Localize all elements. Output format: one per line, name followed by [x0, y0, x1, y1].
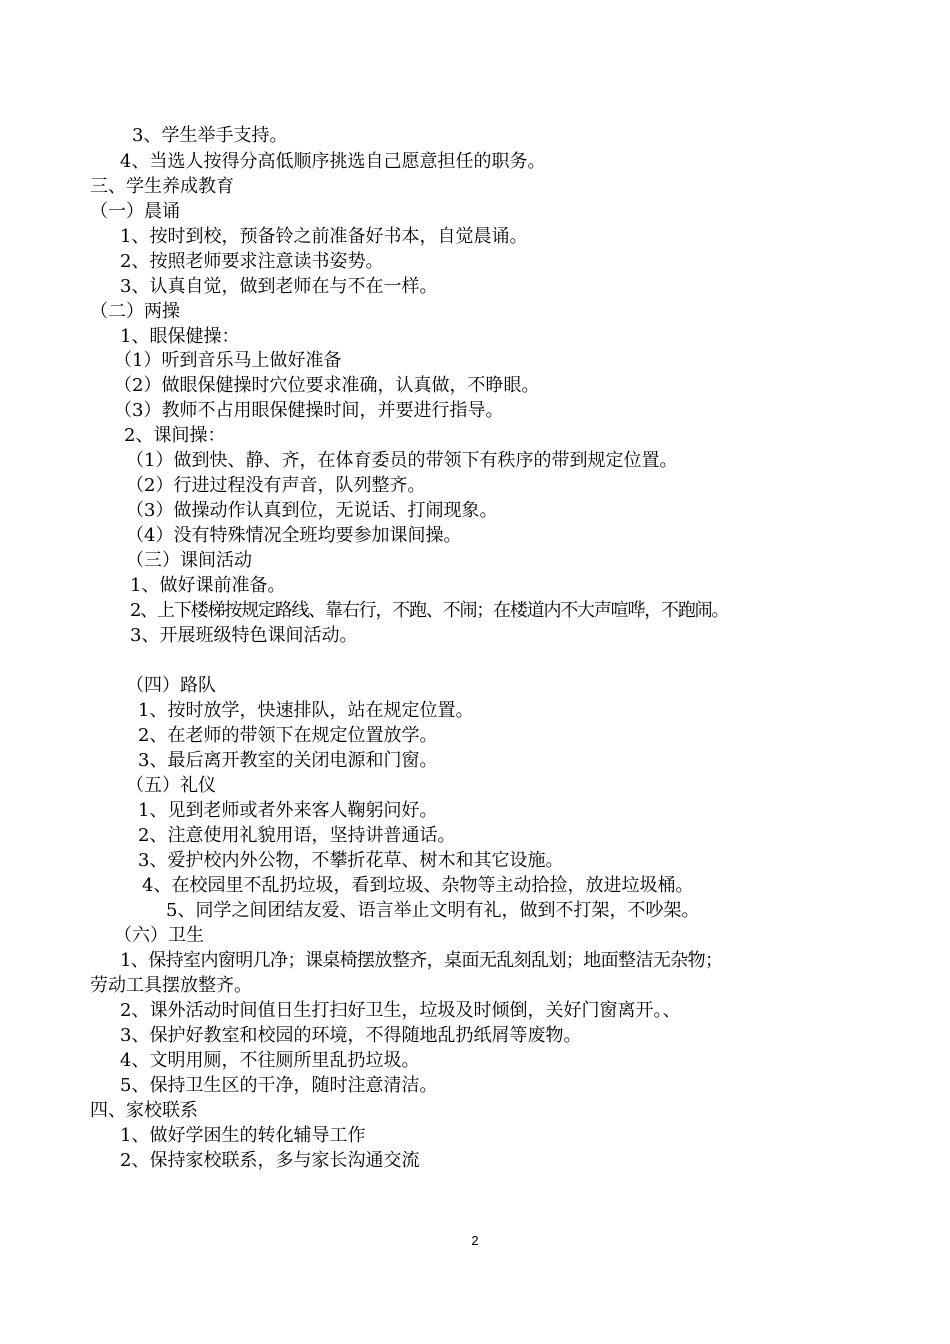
text-line: 3、开展班级特色课间活动。 — [130, 625, 358, 646]
text-line: （2）行进过程没有声音，队列整齐。 — [126, 475, 426, 496]
subsection-heading: （三）课间活动 — [126, 550, 252, 571]
text-line: 1、眼保健操： — [120, 326, 240, 347]
text-line: 1、做好课前准备。 — [130, 575, 286, 596]
subsection-heading: （四）路队 — [126, 675, 216, 696]
text-line: （2）做眼保健操时穴位要求准确，认真做，不睁眼。 — [114, 375, 540, 396]
text-line: 2、在老师的带领下在规定位置放学。 — [138, 725, 438, 746]
section-heading: 三、学生养成教育 — [90, 176, 234, 197]
text-line: 劳动工具摆放整齐。 — [90, 975, 252, 996]
text-line: 4、在校园里不乱扔垃圾，看到垃圾、杂物等主动拾捡，放进垃圾桶。 — [142, 875, 694, 896]
page-number: 2 — [471, 1233, 479, 1248]
text-line: 1、保持室内窗明几净；课桌椅摆放整齐，桌面无乱刻乱划；地面整洁无杂物； — [120, 950, 723, 971]
text-line: 3、爱护校内外公物，不攀折花草、树木和其它设施。 — [138, 850, 564, 871]
text-line: 4、文明用厕，不往厕所里乱扔垃圾。 — [120, 1050, 420, 1071]
text-line: 2、课外活动时间值日生打扫好卫生，垃圾及时倾倒，关好门窗离开。、 — [120, 1000, 681, 1021]
text-line: 2、课间操： — [124, 425, 226, 446]
text-line: 5、同学之间团结友爱、语言举止文明有礼，做到不打架，不吵架。 — [166, 900, 700, 921]
subsection-heading: （二）两操 — [90, 301, 180, 322]
section-heading: 四、家校联系 — [90, 1100, 198, 1121]
text-line: 1、按时放学，快速排队，站在规定位置。 — [138, 700, 474, 721]
subsection-heading: （六）卫生 — [114, 925, 204, 946]
text-line: 2、按照老师要求注意读书姿势。 — [120, 251, 384, 272]
text-line: （4）没有特殊情况全班均要参加课间操。 — [126, 525, 462, 546]
text-line: 2、注意使用礼貌用语，坚持讲普通话。 — [138, 825, 456, 846]
text-line: 4、当选人按得分高低顺序挑选自己愿意担任的职务。 — [120, 151, 546, 172]
text-line: 1、按时到校，预备铃之前准备好书本，自觉晨诵。 — [120, 226, 528, 247]
text-line: 3、最后离开教室的关闭电源和门窗。 — [138, 750, 438, 771]
subsection-heading: （五）礼仪 — [126, 775, 216, 796]
text-line: 1、做好学困生的转化辅导工作 — [120, 1125, 366, 1146]
text-line: 3、认真自觉，做到老师在与不在一样。 — [120, 276, 438, 297]
text-line: （1）听到音乐马上做好准备 — [114, 350, 342, 371]
text-line: 3、学生举手支持。 — [132, 125, 288, 146]
text-line: （3）教师不占用眼保健操时间，并要进行指导。 — [114, 400, 504, 421]
text-line: 3、保护好教室和校园的环境，不得随地乱扔纸屑等废物。 — [120, 1025, 582, 1046]
text-line: （1）做到快、静、齐，在体育委员的带领下有秩序的带到规定位置。 — [126, 450, 678, 471]
text-line: 2、上下楼梯按规定路线、靠右行，不跑、不闹；在楼道内不大声喧哗，不跑闹。 — [130, 600, 729, 621]
text-line: 5、保持卫生区的干净，随时注意清洁。 — [120, 1075, 438, 1096]
text-line: 1、见到老师或者外来客人鞠躬问好。 — [138, 800, 438, 821]
text-line: 2、保持家校联系，多与家长沟通交流 — [120, 1150, 420, 1171]
text-line: （3）做操动作认真到位，无说话、打闹现象。 — [126, 500, 498, 521]
subsection-heading: （一）晨诵 — [90, 201, 180, 222]
